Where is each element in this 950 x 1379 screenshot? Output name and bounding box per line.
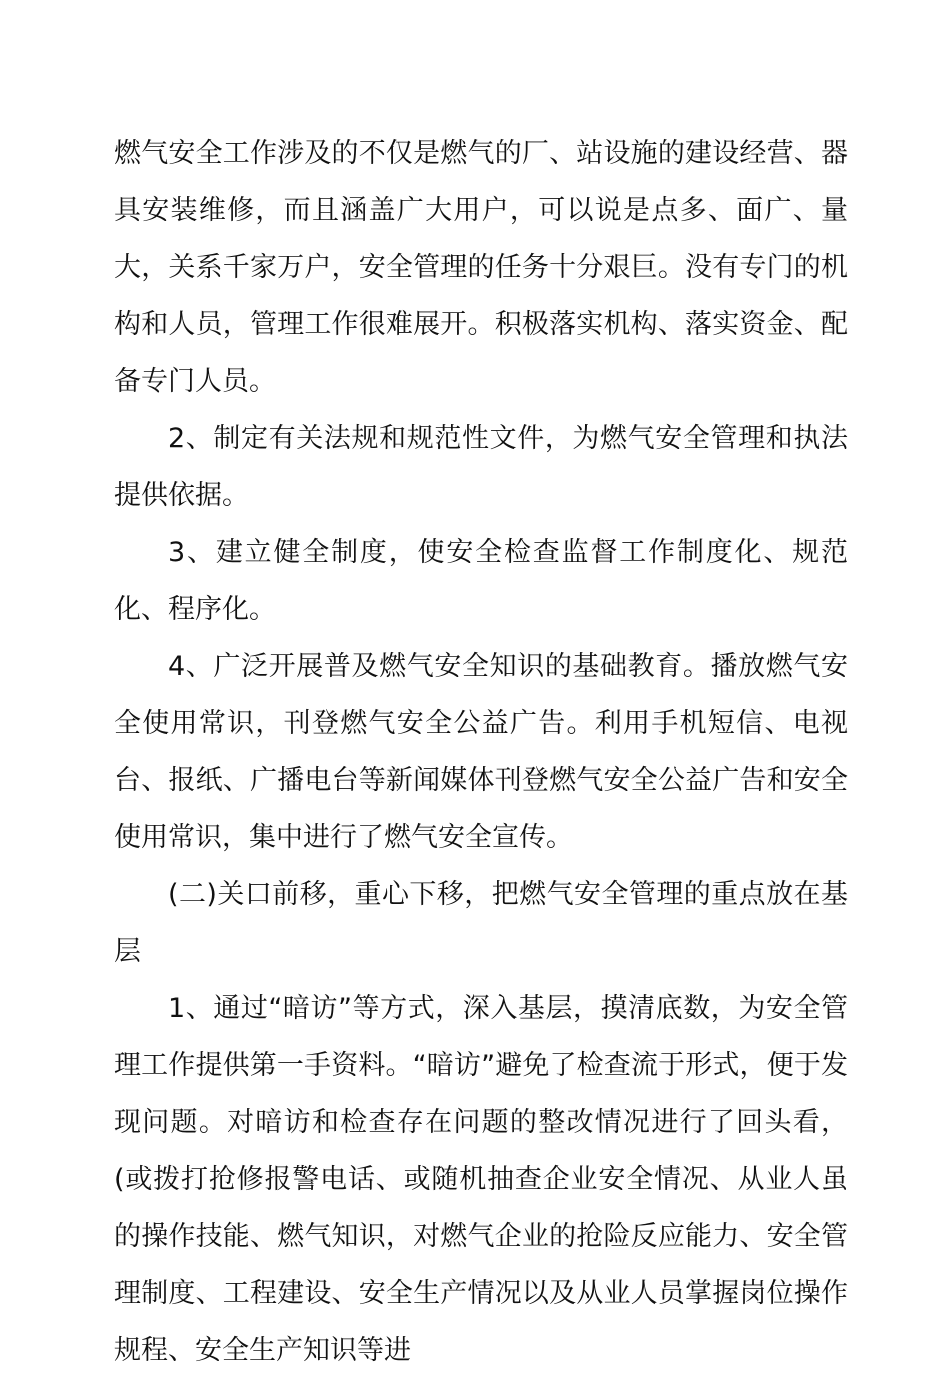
- section-heading: (二)关口前移，重心下移，把燃气安全管理的重点放在基层: [114, 879, 848, 967]
- paragraph-intro: 燃气安全工作涉及的不仅是燃气的厂、站设施的建设经营、器具安装维修，而且涵盖广大用户，可以说是点多、面广、量大，关系千家万户，安全管理的任务十分艰巨。没有专门的机构和人员，管理工作很难展开。积极落实机构、落实资金、配备专门人员。: [114, 138, 848, 397]
- document-body: [114, 125, 848, 1379]
- paragraph-item-3: 3、建立健全制度，使安全检查监督工作制度化、规范化、程序化。: [114, 537, 848, 625]
- paragraph-item-2: 2、制定有关法规和规范性文件，为燃气安全管理和执法提供依据。: [114, 423, 848, 511]
- paragraph-item-4: 4、广泛开展普及燃气安全知识的基础教育。播放燃气安全使用常识，刊登燃气安全公益广告。利用手机短信、电视台、报纸、广播电台等新闻媒体刊登燃气安全公益广告和安全使用常识，集中进行了燃气安全宣传。: [114, 651, 848, 853]
- paragraph-section-item-1: 1、通过“暗访”等方式，深入基层，摸清底数，为安全管理工作提供第一手资料。“暗访”避免了检查流于形式，便于发现问题。对暗访和检查存在问题的整改情况进行了回头看，(或拨打抢修报警电话、或随机抽查企业安全情况、从业人虽的操作技能、燃气知识，对燃气企业的抢险反应能力、安全管理制度、工程建设、安全生产情况以及从业人员掌握岗位操作规程、安全生产知识等进: [114, 993, 848, 1366]
